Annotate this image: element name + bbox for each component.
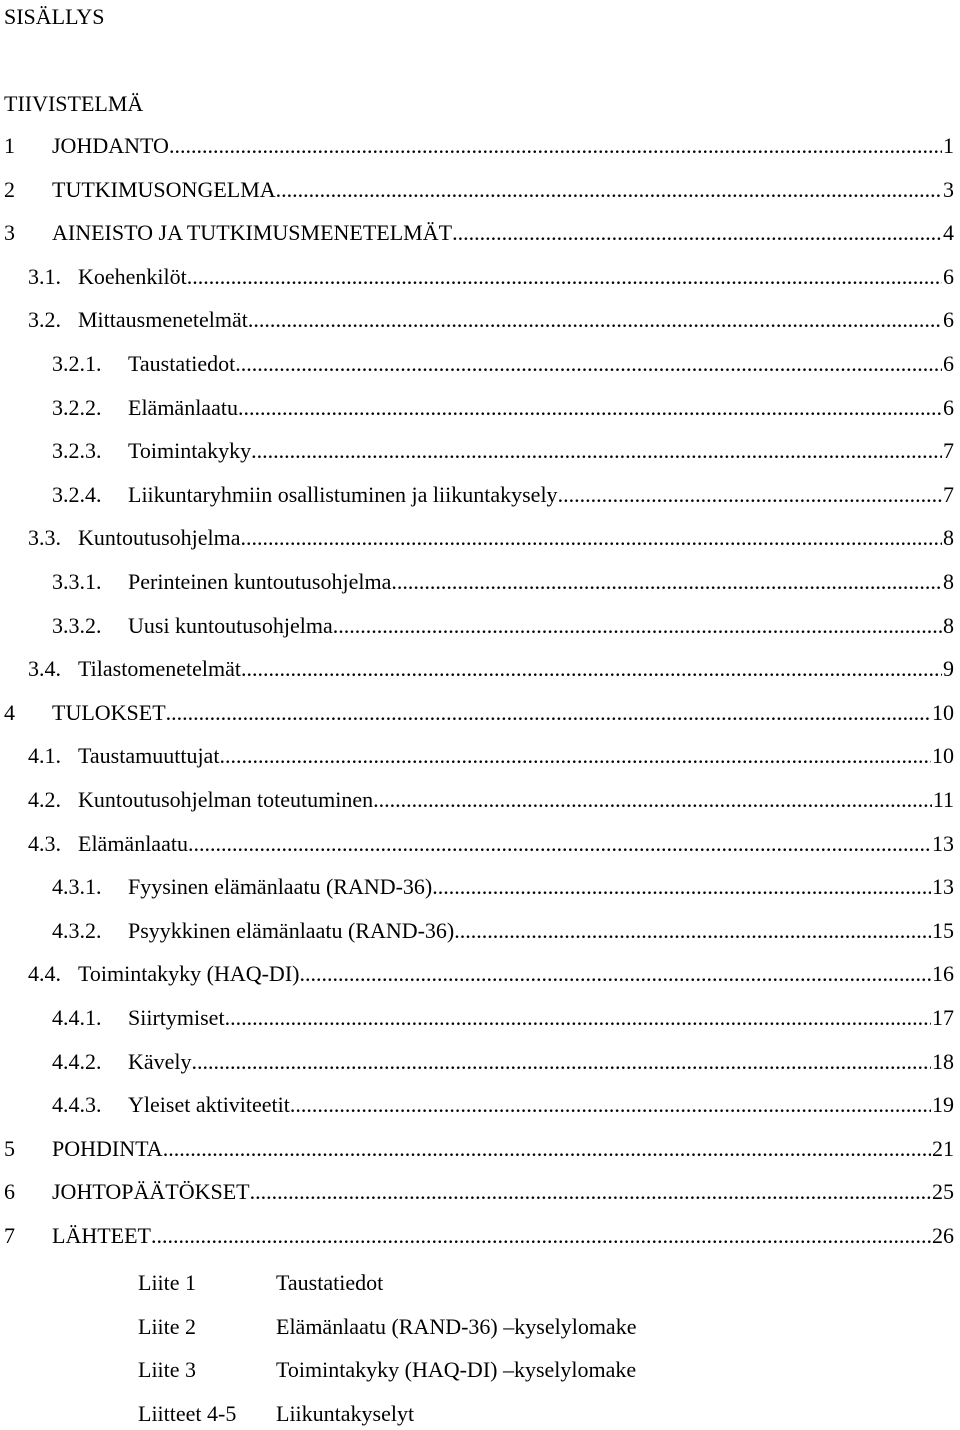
toc-entry-page-number: 11 — [932, 787, 954, 812]
toc-entry[interactable] — [0, 1090, 960, 1120]
toc-entry-number: 3.1. — [28, 263, 61, 289]
toc-entry-number: 6 — [4, 1179, 15, 1205]
toc-dot-leader — [251, 436, 942, 466]
toc-entry-page-number: 4 — [943, 220, 954, 246]
toc-entry-page-number: 26 — [932, 1223, 954, 1248]
toc-dot-leader — [454, 916, 931, 946]
toc-entry-number: 3.3.2. — [52, 612, 102, 638]
toc-dot-leader — [276, 175, 942, 205]
appendix-description: Liikuntakyselyt — [276, 1400, 415, 1426]
appendix-label: Liite 1 — [138, 1270, 197, 1295]
toc-entry-title: Tilastomenetelmät — [78, 654, 241, 684]
toc-entry-page-number: 21 — [932, 1135, 954, 1161]
toc-entry-title: Koehenkilöt — [78, 262, 187, 292]
toc-dot-leader — [235, 349, 942, 379]
toc-entry-title: Toimintakyky (HAQ-DI) — [78, 959, 299, 989]
toc-entry-number: 5 — [4, 1135, 15, 1161]
toc-entry-page-number: 6 — [943, 351, 954, 376]
toc-entry[interactable] — [0, 349, 960, 379]
toc-entry[interactable] — [0, 1047, 960, 1077]
toc-entry-title: Kävely — [128, 1047, 192, 1077]
toc-entry-number: 4.4.1. — [52, 1005, 102, 1030]
toc-dot-leader — [290, 1090, 931, 1120]
toc-entry-number: 4.3. — [28, 830, 61, 856]
toc-entry-title: LÄHTEET — [52, 1221, 151, 1251]
toc-entry-title: Mittausmenetelmät — [78, 305, 248, 335]
toc-dot-leader — [248, 305, 942, 335]
toc-entry[interactable] — [0, 393, 960, 423]
toc-entry[interactable] — [0, 1134, 960, 1164]
appendix-label: Liitteet 4-5 — [138, 1400, 237, 1426]
toc-dot-leader — [219, 741, 931, 771]
toc-dot-leader — [333, 611, 942, 641]
toc-entry-page-number: 6 — [943, 394, 954, 420]
appendix-description: Toimintakyky (HAQ-DI) –kyselylomake — [276, 1357, 637, 1383]
toc-entry-page-number: 6 — [943, 263, 954, 289]
toc-entry-title: Toimintakyky — [128, 436, 251, 466]
toc-entry-title: Elämänlaatu — [78, 829, 188, 859]
toc-entry-title: Psyykkinen elämänlaatu (RAND-36) — [128, 916, 454, 946]
toc-entry[interactable] — [0, 480, 960, 510]
toc-entry-title: TUTKIMUSONGELMA — [52, 175, 276, 205]
toc-entry-page-number: 17 — [932, 1005, 954, 1030]
toc-entry-page-number: 7 — [943, 438, 954, 464]
toc-entry-page-number: 10 — [932, 743, 954, 769]
toc-entry-title: Taustamuuttujat — [78, 741, 219, 771]
toc-entry[interactable] — [0, 262, 960, 292]
toc-entry[interactable] — [0, 567, 960, 597]
toc-entry-title: Fyysinen elämänlaatu (RAND-36) — [128, 872, 432, 902]
toc-dot-leader — [250, 1177, 931, 1207]
toc-entry-number: 3.2. — [28, 307, 61, 333]
toc-entry-title: JOHDANTO — [52, 131, 169, 161]
toc-entry-title: Uusi kuntoutusohjelma — [128, 611, 333, 641]
toc-entry-title: Liikuntaryhmiin osallistuminen ja liikuntakysely — [128, 480, 558, 510]
toc-entry[interactable] — [0, 785, 960, 815]
toc-entry-page-number: 18 — [932, 1048, 954, 1074]
toc-entry[interactable] — [0, 175, 960, 205]
toc-dot-leader — [163, 1134, 931, 1164]
toc-entry-number: 4.4.3. — [52, 1092, 102, 1118]
toc-dot-leader — [391, 567, 942, 597]
toc-entry-number: 3 — [4, 220, 15, 246]
toc-entry-number: 3.2.4. — [52, 481, 102, 507]
toc-entry-title: Kuntoutusohjelma — [78, 523, 241, 553]
toc-entry-number: 4.4.2. — [52, 1048, 102, 1074]
toc-entry-title: Perinteinen kuntoutusohjelma — [128, 567, 391, 597]
toc-entry[interactable] — [0, 829, 960, 859]
toc-entry-number: 1 — [4, 133, 15, 158]
toc-entry-number: 4.1. — [28, 743, 61, 769]
toc-entry-page-number: 13 — [932, 830, 954, 856]
toc-entry-page-number: 16 — [932, 961, 954, 987]
appendix-description: Taustatiedot — [276, 1270, 384, 1295]
toc-entry-page-number: 8 — [943, 525, 954, 551]
toc-entry[interactable] — [0, 436, 960, 466]
toc-dot-leader — [187, 262, 942, 292]
toc-dot-leader — [373, 785, 932, 815]
toc-entry[interactable] — [0, 654, 960, 684]
toc-entry[interactable] — [0, 305, 960, 335]
toc-dot-leader — [241, 523, 942, 553]
toc-entry-page-number: 8 — [943, 612, 954, 638]
toc-entry-number: 3.3.1. — [52, 569, 102, 594]
toc-entry-page-number: 25 — [932, 1179, 954, 1205]
toc-entry-page-number: 8 — [943, 569, 954, 594]
appendix-label: Liite 2 — [138, 1313, 197, 1339]
toc-dot-leader — [432, 872, 931, 902]
toc-dot-leader — [151, 1221, 931, 1251]
toc-dot-leader — [188, 829, 931, 859]
toc-entry-number: 3.2.3. — [52, 438, 102, 464]
toc-entry[interactable] — [0, 872, 960, 902]
appendix-label: Liite 3 — [138, 1357, 197, 1383]
toc-entry-number: 3.2.1. — [52, 351, 102, 376]
toc-dot-leader — [452, 218, 942, 248]
toc-dot-leader — [169, 131, 942, 161]
toc-entry-page-number: 7 — [943, 481, 954, 507]
toc-entry[interactable] — [0, 611, 960, 641]
toc-entry-page-number: 3 — [943, 176, 954, 202]
toc-entry[interactable] — [0, 523, 960, 553]
toc-entry-title: Taustatiedot — [128, 349, 235, 379]
toc-entry-title: Elämänlaatu — [128, 393, 238, 423]
toc-entry-title: Yleiset aktiviteetit — [128, 1090, 290, 1120]
toc-entry-number: 2 — [4, 176, 15, 202]
toc-entry[interactable] — [0, 218, 960, 248]
toc-entry[interactable] — [0, 1003, 960, 1033]
toc-entry-number: 4 — [4, 699, 15, 725]
toc-entry-number: 3.3. — [28, 525, 61, 551]
toc-entry-title: Siirtymiset — [128, 1003, 225, 1033]
appendix-description: Elämänlaatu (RAND-36) –kyselylomake — [276, 1313, 637, 1339]
toc-entry-number: 4.4. — [28, 961, 61, 987]
toc-entry-number: 4.3.2. — [52, 917, 102, 943]
toc-entry-number: 4.2. — [28, 787, 61, 812]
toc-entry-title: TULOKSET — [52, 698, 166, 728]
toc-dot-leader — [192, 1047, 931, 1077]
toc-entry-number: 4.3.1. — [52, 874, 102, 900]
toc-entry[interactable] — [0, 959, 960, 989]
toc-entry[interactable] — [0, 131, 960, 161]
toc-entry[interactable] — [0, 1221, 960, 1251]
toc-dot-leader — [241, 654, 942, 684]
toc-entry-page-number: 9 — [943, 656, 954, 682]
toc-dot-leader — [299, 959, 931, 989]
toc-entry-page-number: 1 — [943, 133, 954, 158]
toc-dot-leader — [558, 480, 942, 510]
toc-entry-number: 3.4. — [28, 656, 61, 682]
toc-dot-leader — [238, 393, 942, 423]
toc-entry-title: POHDINTA — [52, 1134, 163, 1164]
toc-entry[interactable] — [0, 698, 960, 728]
toc-entry-page-number: 10 — [932, 699, 954, 725]
toc-entry-title: JOHTOPÄÄTÖKSET — [52, 1177, 250, 1207]
abstract-entry[interactable]: TIIVISTELMÄ — [4, 91, 144, 116]
page-title: SISÄLLYS — [4, 4, 105, 29]
toc-entry[interactable] — [0, 741, 960, 771]
toc-entry[interactable] — [0, 916, 960, 946]
toc-entry-number: 3.2.2. — [52, 394, 102, 420]
toc-entry[interactable] — [0, 1177, 960, 1207]
toc-entry-page-number: 6 — [943, 307, 954, 333]
toc-dot-leader — [166, 698, 931, 728]
toc-entry-title: Kuntoutusohjelman toteutuminen — [78, 785, 373, 815]
toc-dot-leader — [225, 1003, 931, 1033]
toc-entry-page-number: 19 — [932, 1092, 954, 1118]
toc-entry-title: AINEISTO JA TUTKIMUSMENETELMÄT — [52, 218, 452, 248]
toc-entry-page-number: 13 — [932, 874, 954, 900]
toc-entry-page-number: 15 — [932, 917, 954, 943]
toc-entry-number: 7 — [4, 1223, 15, 1248]
